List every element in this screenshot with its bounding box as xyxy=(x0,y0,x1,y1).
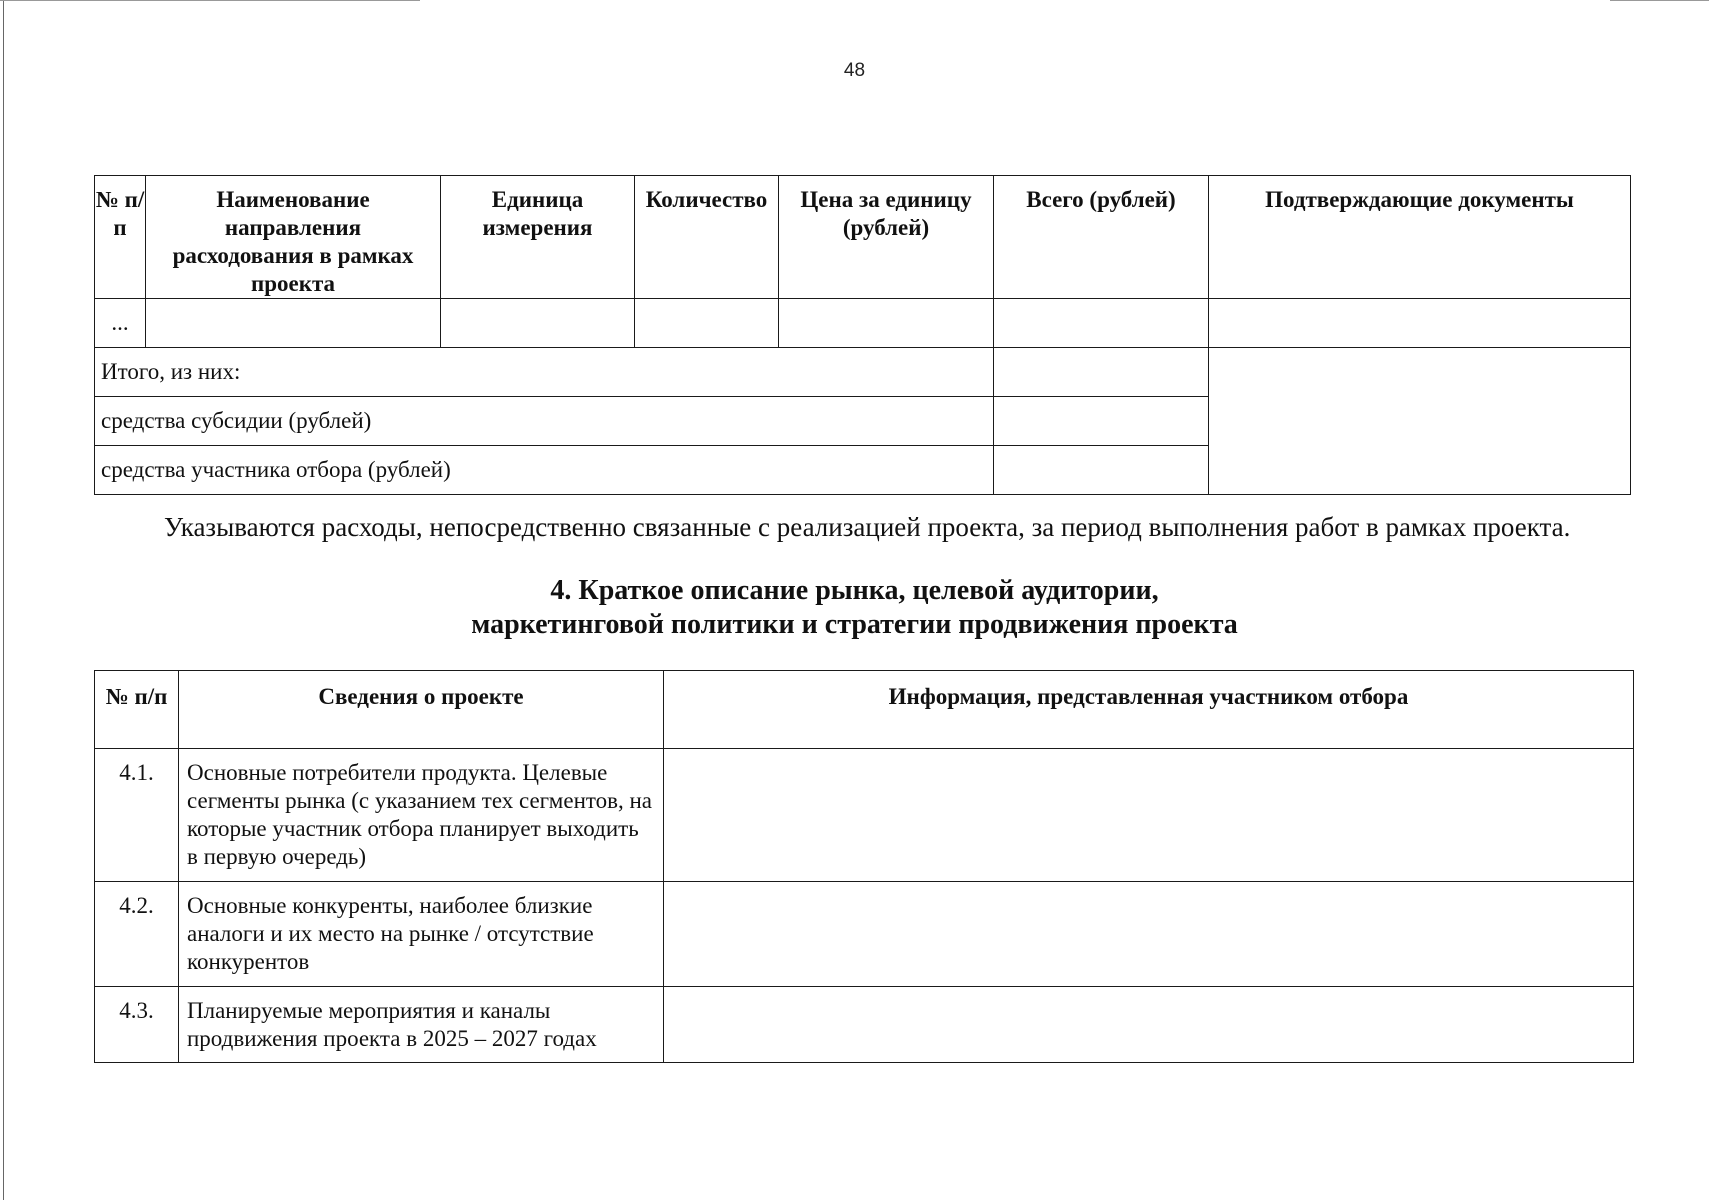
empty-cell xyxy=(994,397,1209,446)
summary-label-participant: средства участника отбора (рублей) xyxy=(95,446,994,495)
empty-cell xyxy=(994,348,1209,397)
page-number: 48 xyxy=(843,60,866,81)
empty-cell xyxy=(441,299,635,348)
section-title xyxy=(0,574,1709,642)
empty-cell xyxy=(779,299,994,348)
header-total: Всего (рублей) xyxy=(994,176,1209,299)
expenses-table xyxy=(94,175,1631,495)
header-quantity: Количество xyxy=(635,176,779,299)
header-unit: Единица измерения xyxy=(441,176,635,299)
section-title-line2: маркетинговой политики и стратегии продвижения проекта xyxy=(471,609,1238,640)
table-row xyxy=(95,299,1631,348)
answer-cell xyxy=(664,882,1634,987)
header-docs: Подтверждающие документы xyxy=(1209,176,1631,299)
summary-label-subsidy: средства субсидии (рублей) xyxy=(95,397,994,446)
table-row xyxy=(95,987,1634,1063)
empty-cell xyxy=(146,299,441,348)
empty-cell xyxy=(1209,299,1631,348)
header-price: Цена за единицу (рублей) xyxy=(779,176,994,299)
scan-top-line-left xyxy=(0,0,420,1)
summary-label-total: Итого, из них: xyxy=(95,348,994,397)
market-table xyxy=(94,670,1634,1063)
section-title-line1: 4. Краткое описание рынка, целевой аудитории, xyxy=(550,575,1159,606)
row-number: 4.2. xyxy=(95,882,179,987)
empty-cell xyxy=(994,299,1209,348)
empty-cell xyxy=(994,446,1209,495)
answer-cell xyxy=(664,987,1634,1063)
row-number: 4.3. xyxy=(95,987,179,1063)
row-description: Планируемые мероприятия и каналы продвижения проекта в 2025 – 2027 годах xyxy=(179,987,664,1063)
ellipsis-cell: ... xyxy=(95,299,146,348)
row-number: 4.1. xyxy=(95,749,179,882)
scan-top-line-right xyxy=(1610,0,1709,1)
row-description: Основные конкуренты, наиболее близкие аналоги и их место на рынке / отсутствие конкурентов xyxy=(179,882,664,987)
answer-cell xyxy=(664,749,1634,882)
expenses-header-row xyxy=(95,176,1631,299)
header-num: № п/п xyxy=(95,176,146,299)
empty-cell xyxy=(635,299,779,348)
expenses-note: Указываются расходы, непосредственно связанные с реализацией проекта, за период выполнения работ в рамках проекта. xyxy=(164,512,1571,542)
header-info: Сведения о проекте xyxy=(179,671,664,749)
table-row xyxy=(95,882,1634,987)
header-num: № п/п xyxy=(95,671,179,749)
header-answer: Информация, представленная участником отбора xyxy=(664,671,1634,749)
docs-merged-cell xyxy=(1209,348,1631,495)
summary-row-total xyxy=(95,348,1631,397)
row-description: Основные потребители продукта. Целевые сегменты рынка (с указанием тех сегментов, на которые участник отбора планирует выходить в первую очередь) xyxy=(179,749,664,882)
table-row xyxy=(95,749,1634,882)
header-name: Наименование направления расходования в рамках проекта xyxy=(146,176,441,299)
market-header-row xyxy=(95,671,1634,749)
